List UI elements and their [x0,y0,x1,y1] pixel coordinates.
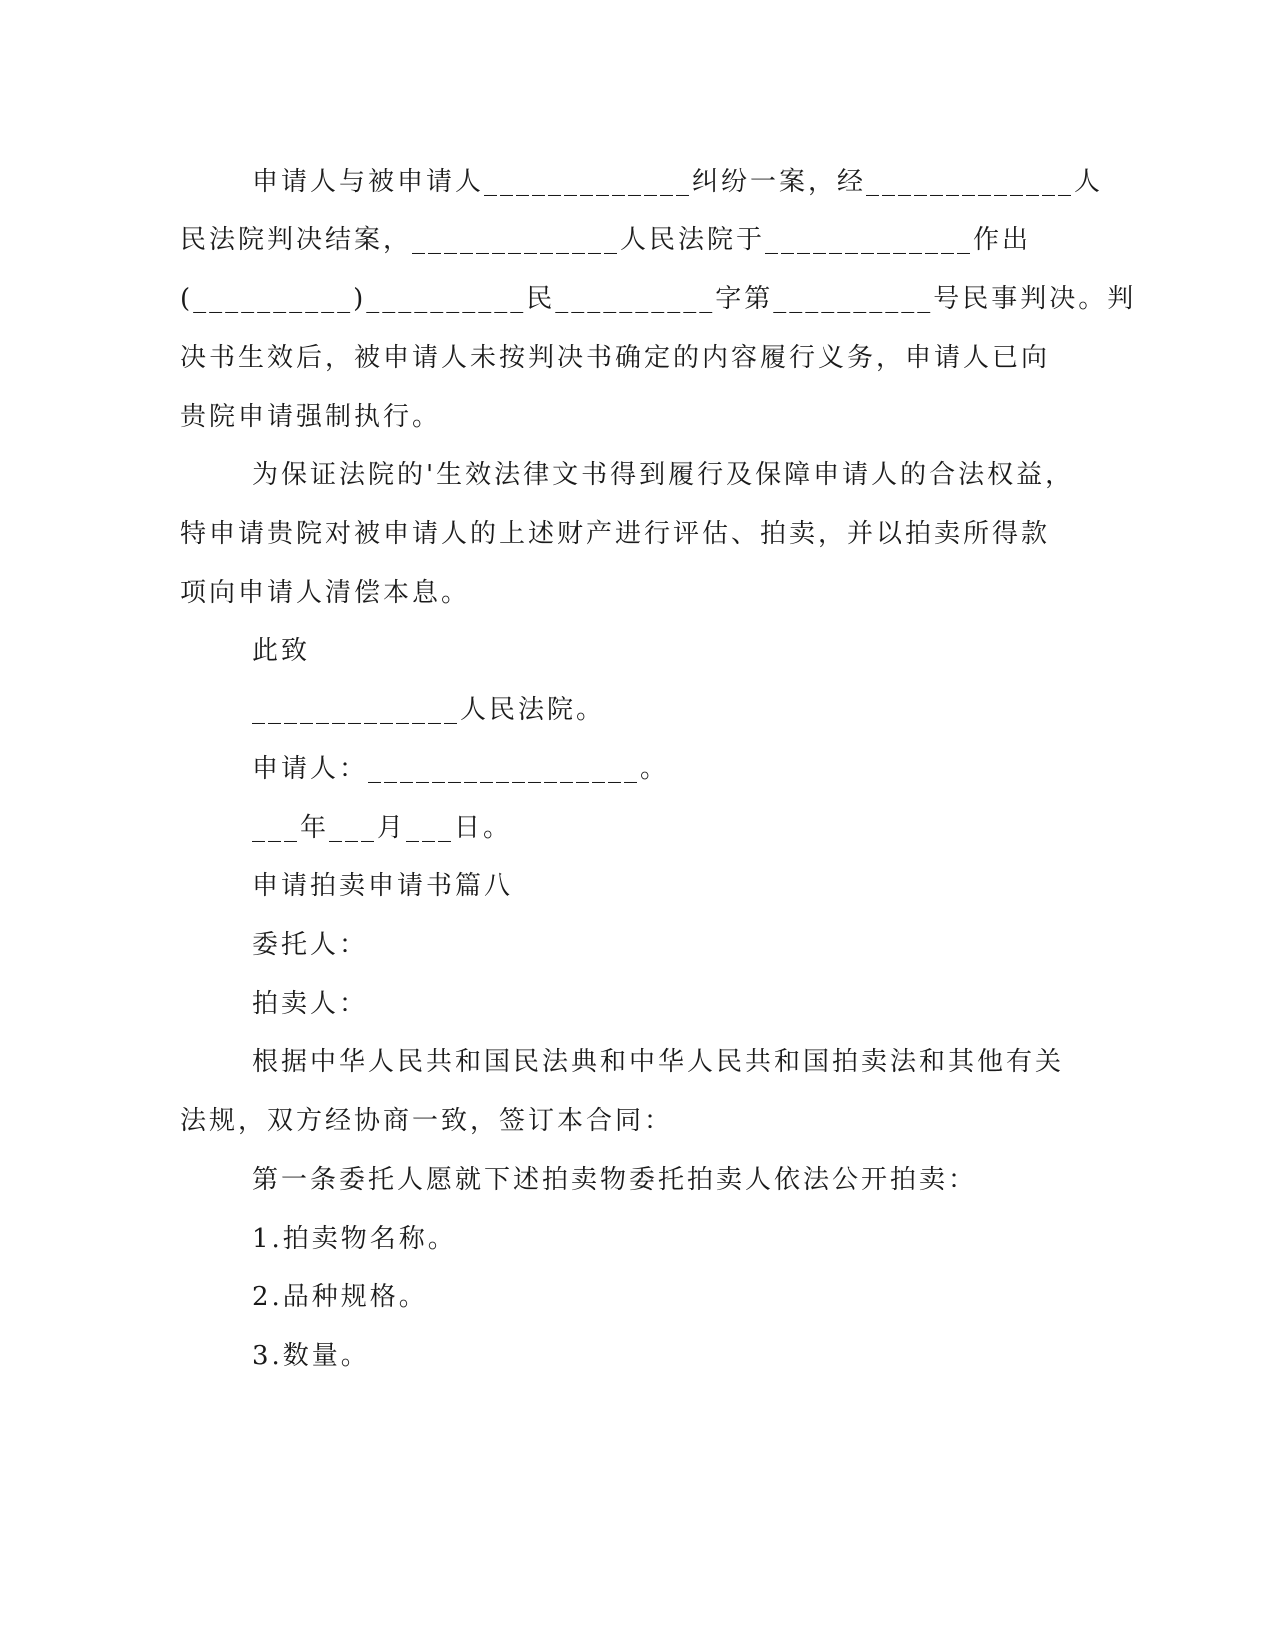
paragraph-line: (__________)__________民__________字第__________号民事判决。判 [180,284,1137,314]
paragraph-line: 根据中华人民共和国民法典和中华人民共和国拍卖法和其他有关 [252,1047,1065,1077]
paragraph-line: 民法院判决结案，_____________人民法院于_____________作出 [180,225,1032,255]
paragraph-line: 贵院申请强制执行。 [180,402,442,432]
list-item: 2.品种规格。 [252,1282,428,1312]
party-auctioneer: 拍卖人： [252,989,369,1019]
paragraph-line: 申请人与被申请人_____________纠纷一案，经_____________人 [252,167,1104,197]
paragraph-line: 特申请贵院对被申请人的上述财产进行评估、拍卖，并以拍卖所得款 [180,519,1051,549]
list-item: 3.数量。 [252,1341,370,1371]
article-heading: 第一条委托人愿就下述拍卖物委托拍卖人依法公开拍卖： [252,1165,978,1195]
salutation: 此致 [252,636,311,666]
party-principal: 委托人： [252,930,369,960]
paragraph-line: 为保证法院的'生效法律文书得到履行及保障申请人的合法权益， [252,460,1075,490]
addressee-court: _____________人民法院。 [252,695,606,725]
section-title: 申请拍卖申请书篇八 [252,871,514,901]
paragraph-line: 项向申请人清偿本息。 [180,578,471,608]
date-line: ___年___月___日。 [252,813,513,843]
applicant-signature: 申请人：_________________。 [252,754,670,784]
paragraph-line: 法规，双方经协商一致，签订本合同： [180,1106,674,1136]
paragraph-line: 决书生效后，被申请人未按判决书确定的内容履行义务，申请人已向 [180,343,1051,373]
list-item: 1.拍卖物名称。 [252,1224,457,1254]
